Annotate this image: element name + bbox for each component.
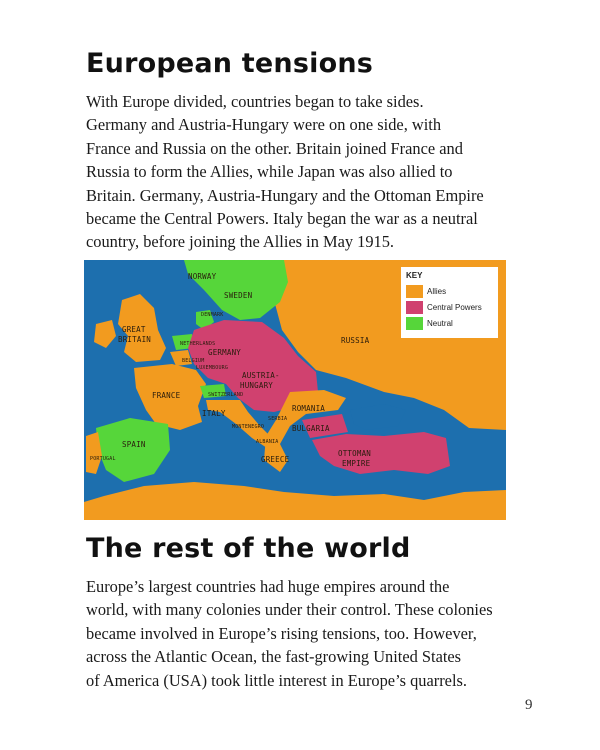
map-label-luxembourg: LUXEMBOURG — [196, 365, 229, 371]
map-label-france: FRANCE — [152, 391, 181, 400]
paragraph-line: became the Central Powers. Italy began the war as a neutral — [86, 209, 478, 229]
allies-swatch — [406, 285, 423, 298]
map-key-label: Central Powers — [427, 302, 482, 312]
paragraph-line: became involved in Europe’s rising tensions, too. However, — [86, 623, 477, 643]
page-number: 9 — [525, 697, 533, 713]
map-label-belgium: BELGIUM — [182, 358, 205, 364]
map-label-romania: ROMANIA — [292, 404, 326, 413]
paragraph-european-tensions — [86, 90, 536, 254]
map-label-austria: AUSTRIA- — [242, 371, 280, 380]
map-label-albania: ALBANIA — [256, 439, 279, 445]
paragraph-line: Russia to form the Allies, while Japan was also allied to — [86, 162, 453, 182]
map-label-denmark: DENMARK — [201, 312, 224, 318]
map-label-hungary: HUNGARY — [240, 381, 274, 390]
paragraph-rest-of-world — [86, 575, 536, 692]
map-key-item-allies — [406, 283, 493, 299]
paragraph-line: Germany and Austria-Hungary were on one side, with — [86, 115, 442, 135]
map-label-norway: NORWAY — [188, 272, 217, 281]
map-key-label: Neutral — [427, 318, 453, 328]
map-label-spain: SPAIN — [122, 440, 146, 449]
map-label-netherlands: NETHERLANDS — [180, 341, 216, 347]
paragraph-line: Europe’s largest countries had huge empires around the — [86, 577, 450, 596]
map-label-empire: EMPIRE — [342, 459, 371, 468]
central-powers-swatch — [406, 301, 423, 314]
map-label-britain: BRITAIN — [118, 335, 152, 344]
section-heading-rest-of-world: The rest of the world — [86, 533, 411, 564]
europe-alliances-map — [84, 260, 506, 520]
map-label-great: GREAT — [122, 325, 146, 334]
map-label-serbia: SERBIA — [268, 416, 288, 422]
map-label-russia: RUSSIA — [341, 336, 370, 345]
map-label-bulgaria: BULGARIA — [292, 424, 330, 433]
map-label-germany: GERMANY — [208, 348, 242, 357]
paragraph-line: across the Atlantic Ocean, the fast-growing United States — [86, 647, 462, 667]
map-label-portugal: PORTUGAL — [90, 456, 116, 462]
section-heading-european-tensions: European tensions — [86, 48, 374, 79]
paragraph-line: world, with many colonies under their control. These colonies — [86, 600, 493, 620]
map-key-item-neutral — [406, 315, 493, 331]
map-label-montenegro: MONTENEGRO — [232, 424, 265, 430]
map-label-ottoman: OTTOMAN — [338, 449, 372, 458]
paragraph-line: With Europe divided, countries began to take sides. — [86, 92, 424, 111]
map-key-label: Allies — [427, 286, 447, 296]
paragraph-line: country, before joining the Allies in May 1915. — [86, 232, 395, 252]
map-key-item-central-powers — [406, 299, 493, 315]
map-label-italy: ITALY — [202, 409, 226, 418]
map-key — [401, 267, 498, 338]
map-label-sweden: SWEDEN — [224, 291, 253, 300]
paragraph-line: of America (USA) took little interest in Europe’s quarrels. — [86, 670, 467, 690]
map-label-greece: GREECE — [261, 455, 290, 464]
map-key-title: KEY — [406, 271, 423, 280]
paragraph-line: France and Russia on the other. Britain joined France and — [86, 138, 463, 158]
neutral-swatch — [406, 317, 423, 330]
paragraph-line: Britain. Germany, Austria-Hungary and the Ottoman Empire — [86, 185, 484, 205]
map-label-switzerland: SWITZERLAND — [208, 392, 244, 398]
